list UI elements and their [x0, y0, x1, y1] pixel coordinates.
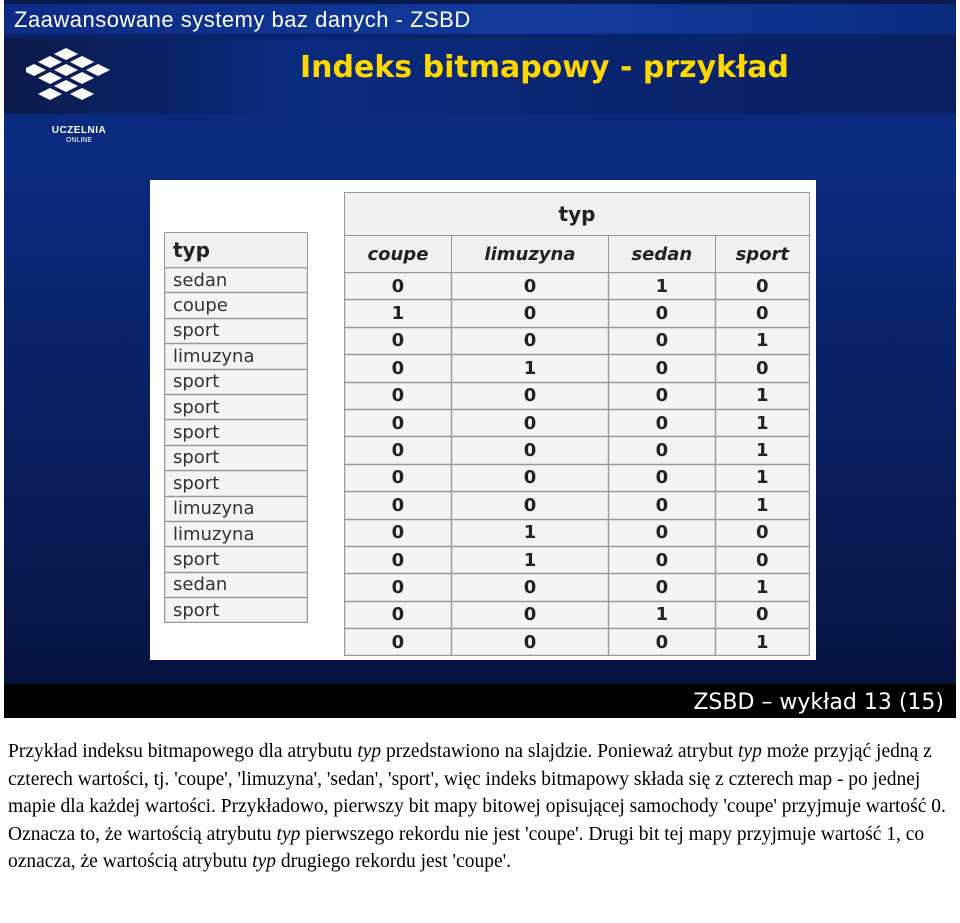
course-title: Zaawansowane systemy baz danych - ZSBD	[14, 7, 471, 32]
records-cell: limuzyna	[165, 521, 308, 546]
bitmap-cell: 0	[451, 601, 608, 628]
bitmap-cell: 0	[609, 437, 716, 464]
bitmap-cell: 1	[609, 273, 716, 300]
bitmap-cell: 1	[451, 355, 608, 382]
bitmap-cell: 0	[451, 300, 608, 327]
bitmap-cell: 1	[451, 519, 608, 546]
bitmap-cell: 0	[609, 382, 716, 409]
bitmap-row	[345, 327, 810, 354]
bitmap-row	[345, 355, 810, 382]
records-row	[165, 445, 308, 470]
caption-part: drugiego rekordu jest 'coupe'.	[276, 851, 511, 872]
caption	[8, 738, 954, 876]
records-row	[165, 572, 308, 597]
bitmap-row	[345, 492, 810, 519]
bitmap-cell: 1	[451, 546, 608, 573]
records-cell: limuzyna	[165, 344, 308, 369]
records-cell: sport	[165, 445, 308, 470]
records-cell: sport	[165, 598, 308, 623]
records-cell: coupe	[165, 293, 308, 318]
bitmap-cell: 1	[715, 437, 809, 464]
bitmap-row	[345, 382, 810, 409]
records-cell: sport	[165, 318, 308, 343]
records-row	[165, 598, 308, 623]
bitmap-cell: 0	[715, 546, 809, 573]
bitmap-cell: 1	[715, 382, 809, 409]
logo-text	[39, 125, 119, 144]
bitmap-cell: 0	[609, 355, 716, 382]
bitmap-cell: 0	[609, 546, 716, 573]
records-cell: sport	[165, 369, 308, 394]
bitmap-cell: 1	[715, 492, 809, 519]
records-header: typ	[165, 233, 308, 268]
caption-emphasis: typ	[357, 741, 382, 762]
bitmap-cell: 0	[345, 409, 452, 436]
bitmap-column-header: coupe	[345, 236, 452, 273]
caption-emphasis: typ	[276, 823, 301, 845]
bitmap-cell: 0	[609, 327, 716, 354]
records-cell: sport	[165, 420, 308, 445]
records-row	[165, 394, 308, 419]
bitmap-row	[345, 574, 810, 601]
caption-part: Przykład indeksu bitmapowego dla atrybutu	[8, 741, 358, 762]
bitmap-column-header: sport	[715, 236, 809, 273]
records-cell: sport	[165, 394, 308, 419]
bitmap-cell: 0	[345, 519, 452, 546]
bitmap-column-header: limuzyna	[451, 236, 608, 273]
bitmap-column-header: sedan	[609, 236, 716, 273]
records-row	[165, 521, 308, 546]
records-row	[165, 547, 308, 572]
bitmap-cell: 0	[451, 629, 608, 656]
bitmap-cell: 0	[451, 492, 608, 519]
bitmap-cell: 0	[609, 629, 716, 656]
table-panel	[150, 180, 816, 660]
bitmap-row	[345, 546, 810, 573]
bitmap-cell: 1	[715, 464, 809, 491]
logo-icon	[26, 46, 116, 112]
records-cell: sedan	[165, 268, 308, 293]
bitmap-cell: 1	[715, 574, 809, 601]
bitmap-cell: 0	[345, 601, 452, 628]
bitmap-cell: 0	[345, 464, 452, 491]
course-bar	[4, 4, 956, 34]
bitmap-cell: 0	[345, 492, 452, 519]
bitmap-cell: 0	[345, 629, 452, 656]
bitmap-cell: 1	[715, 327, 809, 354]
bitmap-cell: 1	[609, 601, 716, 628]
caption-emphasis: typ	[738, 741, 762, 762]
bitmap-row	[345, 629, 810, 656]
bitmap-cell: 0	[715, 273, 809, 300]
records-cell: sport	[165, 547, 308, 572]
bitmap-row	[345, 601, 810, 628]
bitmap-cell: 0	[451, 574, 608, 601]
bitmap-cell: 0	[715, 355, 809, 382]
bitmap-cell: 0	[609, 300, 716, 327]
bitmap-cell: 0	[345, 437, 452, 464]
bitmap-row	[345, 437, 810, 464]
bitmap-cell: 0	[715, 300, 809, 327]
logo-line2: ONLINE	[65, 137, 93, 144]
bitmap-row	[345, 464, 810, 491]
bitmap-cell: 1	[345, 300, 452, 327]
records-table	[164, 232, 308, 623]
logo-line1: UCZELNIA	[51, 125, 107, 136]
bitmap-cell: 0	[451, 437, 608, 464]
slide-footer: ZSBD – wykład 13 (15)	[693, 690, 944, 715]
bitmap-row	[345, 519, 810, 546]
bitmap-cell: 0	[609, 464, 716, 491]
bitmap-cell: 0	[345, 355, 452, 382]
bitmap-cell: 0	[345, 546, 452, 573]
caption-part: może przyjąć jedną z czterech wartości, tj. 'coupe', 'limuzyna', 'sedan', 'sport', więc indeks bitmapowy składa się z czterech map - po jednej mapie dla każdej wartości. Przykładowo, pierwszy bit mapy bitowej opisującej samochody 'coupe' przyjmuje wartość 0. Oznacza to, że wartością atrybutu	[8, 741, 946, 845]
bitmap-cell: 0	[345, 273, 452, 300]
records-cell: limuzyna	[165, 496, 308, 521]
records-row	[165, 344, 308, 369]
records-cell: sedan	[165, 572, 308, 597]
caption-emphasis: typ	[252, 851, 276, 872]
bitmap-cell: 0	[451, 464, 608, 491]
bitmap-cell: 1	[715, 629, 809, 656]
slide	[4, 0, 956, 718]
bitmap-row	[345, 273, 810, 300]
bitmap-table	[344, 192, 810, 656]
caption-part: przedstawiono na slajdzie. Ponieważ atrybut	[381, 741, 738, 762]
bitmap-cell: 0	[715, 601, 809, 628]
records-cell: sport	[165, 471, 308, 496]
bitmap-cell: 0	[345, 327, 452, 354]
records-row	[165, 318, 308, 343]
caption-part: pierwszego rekordu nie jest 'coupe'. Drugi bit tej mapy przyjmuje wartość 1, co oznacza, że wartością atrybutu	[8, 823, 925, 872]
records-row	[165, 496, 308, 521]
bitmap-cell: 0	[715, 519, 809, 546]
bitmap-group-header: typ	[345, 193, 810, 236]
records-row	[165, 369, 308, 394]
records-row	[165, 420, 308, 445]
bitmap-row	[345, 300, 810, 327]
bitmap-cell: 1	[715, 409, 809, 436]
bitmap-cell: 0	[345, 382, 452, 409]
bitmap-cell: 0	[609, 574, 716, 601]
records-row	[165, 471, 308, 496]
bitmap-cell: 0	[451, 327, 608, 354]
bitmap-cell: 0	[345, 574, 452, 601]
bitmap-cell: 0	[451, 382, 608, 409]
bitmap-cell: 0	[609, 519, 716, 546]
records-row	[165, 268, 308, 293]
bitmap-cell: 0	[609, 409, 716, 436]
records-row	[165, 293, 308, 318]
bitmap-row	[345, 409, 810, 436]
slide-title: Indeks bitmapowy - przykład	[300, 50, 789, 85]
bitmap-cell: 0	[451, 273, 608, 300]
bitmap-cell: 0	[609, 492, 716, 519]
bitmap-cell: 0	[451, 409, 608, 436]
